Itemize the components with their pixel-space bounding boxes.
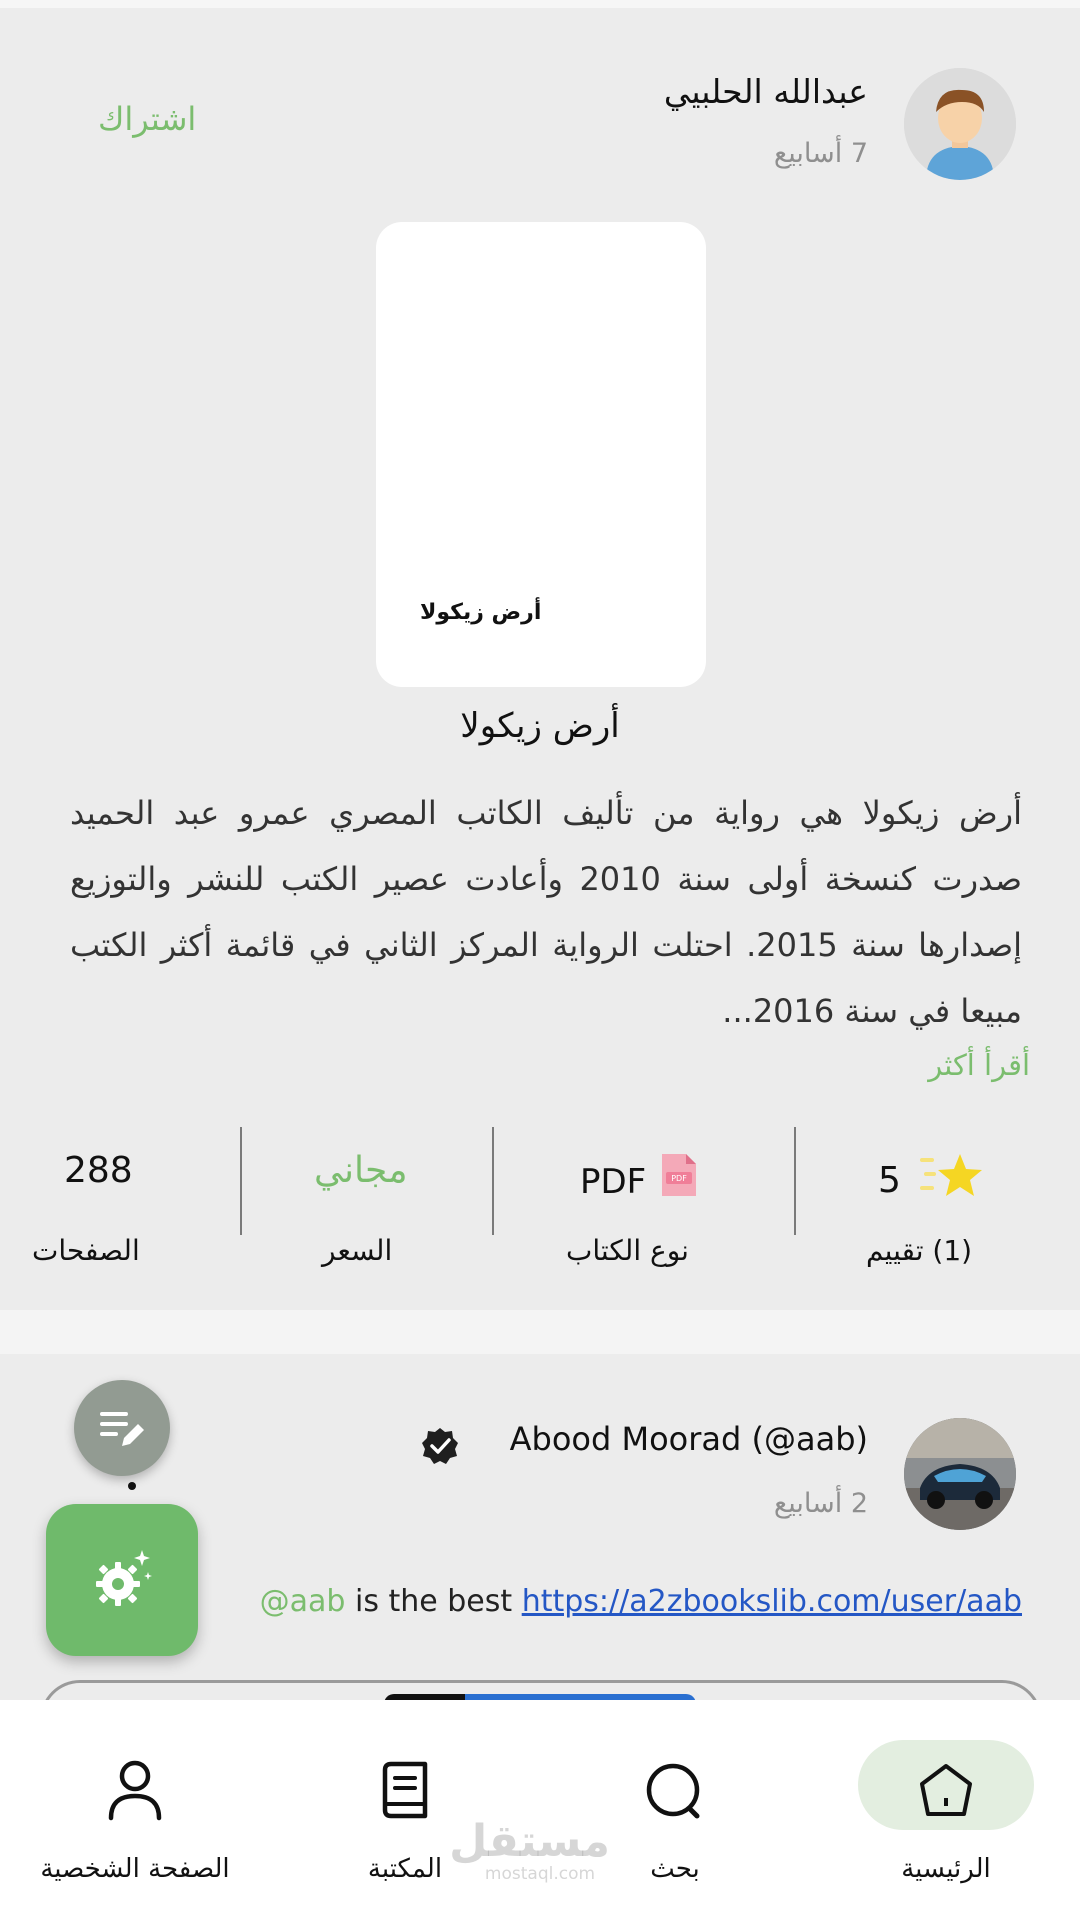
nav-profile[interactable]: [10, 1700, 260, 1920]
author-avatar[interactable]: [904, 1418, 1016, 1530]
stat-divider: [794, 1127, 796, 1235]
svg-text:PDF: PDF: [671, 1174, 687, 1183]
verified-badge-icon: [420, 1426, 460, 1466]
user-mention[interactable]: @aab: [259, 1584, 346, 1619]
pdf-file-icon: [660, 1152, 698, 1198]
file-type-label: نوع الكتاب: [566, 1234, 689, 1267]
file-type-value: PDF: [580, 1162, 647, 1202]
car-photo-icon: [904, 1418, 1016, 1530]
person-avatar-icon: [904, 68, 1016, 180]
rating-label[interactable]: (1) تقييم: [866, 1234, 973, 1267]
nav-search-label: بحث: [650, 1854, 700, 1884]
watermark-arabic: مستقل: [449, 1816, 610, 1867]
nav-library-label: المكتبة: [367, 1854, 443, 1884]
status-strip: [0, 0, 1080, 8]
edit-note-icon: [96, 1402, 148, 1454]
price-label: السعر: [322, 1234, 393, 1267]
book-description: أرض زيكولا هي رواية من تأليف الكاتب المصري عمرو عبد الحميد صدرت كنسخة أولى سنة 2010 وأعادت عصير الكتب للنشر والتوزيع إصدارها سنة 2015. احتلت الرواية المركز الثاني في قائمة أكثر الكتب مبيعا في سنة 2016...: [70, 794, 1023, 1030]
post-time: 2 أسابيع: [773, 1488, 868, 1519]
subscribe-button[interactable]: اشتراك: [98, 100, 197, 138]
fab-indicator: [128, 1482, 136, 1490]
compose-fab[interactable]: [74, 1380, 170, 1476]
rating-value: 5: [878, 1160, 901, 1201]
nav-search[interactable]: [600, 1700, 750, 1920]
stat-divider: [492, 1127, 494, 1235]
read-more-link[interactable]: أقرأ أكثر: [928, 1048, 1030, 1082]
pages-label: الصفحات: [32, 1234, 140, 1267]
nav-home-label: الرئيسية: [901, 1854, 991, 1884]
nav-home[interactable]: [856, 1700, 1036, 1920]
author-avatar[interactable]: [904, 68, 1016, 180]
watermark-latin: mostaql.com: [484, 1864, 596, 1884]
bottom-navigation: [0, 1700, 1080, 1920]
book-icon: [365, 1752, 445, 1832]
book-title[interactable]: أرض زيكولا: [460, 706, 620, 746]
nav-profile-label: الصفحة الشخصية: [40, 1854, 230, 1884]
cover-title: أرض زيكولا: [420, 600, 542, 625]
post-time: 7 أسابيع: [773, 138, 868, 169]
home-icon: [906, 1752, 986, 1832]
post-link[interactable]: https://a2zbookslib.com/user/aab: [521, 1584, 1022, 1619]
price-value: مجاني: [314, 1150, 408, 1191]
watermark-logo: [449, 1816, 610, 1884]
post-author-name[interactable]: عبدالله الحلبيي: [663, 72, 868, 111]
search-icon: [635, 1752, 715, 1832]
settings-icon: [88, 1546, 156, 1614]
post-body: [260, 1584, 1022, 1619]
settings-fab[interactable]: [46, 1504, 198, 1656]
pages-value: 288: [64, 1150, 133, 1191]
star-icon: [920, 1152, 982, 1204]
post-separator: [0, 1310, 1080, 1354]
stat-divider: [240, 1127, 242, 1235]
post-author-name[interactable]: Abood Moorad (@aab): [509, 1420, 868, 1458]
person-icon: [95, 1752, 175, 1832]
post-text: is the best: [345, 1584, 522, 1619]
book-cover[interactable]: [376, 222, 706, 687]
nav-library[interactable]: [330, 1700, 480, 1920]
